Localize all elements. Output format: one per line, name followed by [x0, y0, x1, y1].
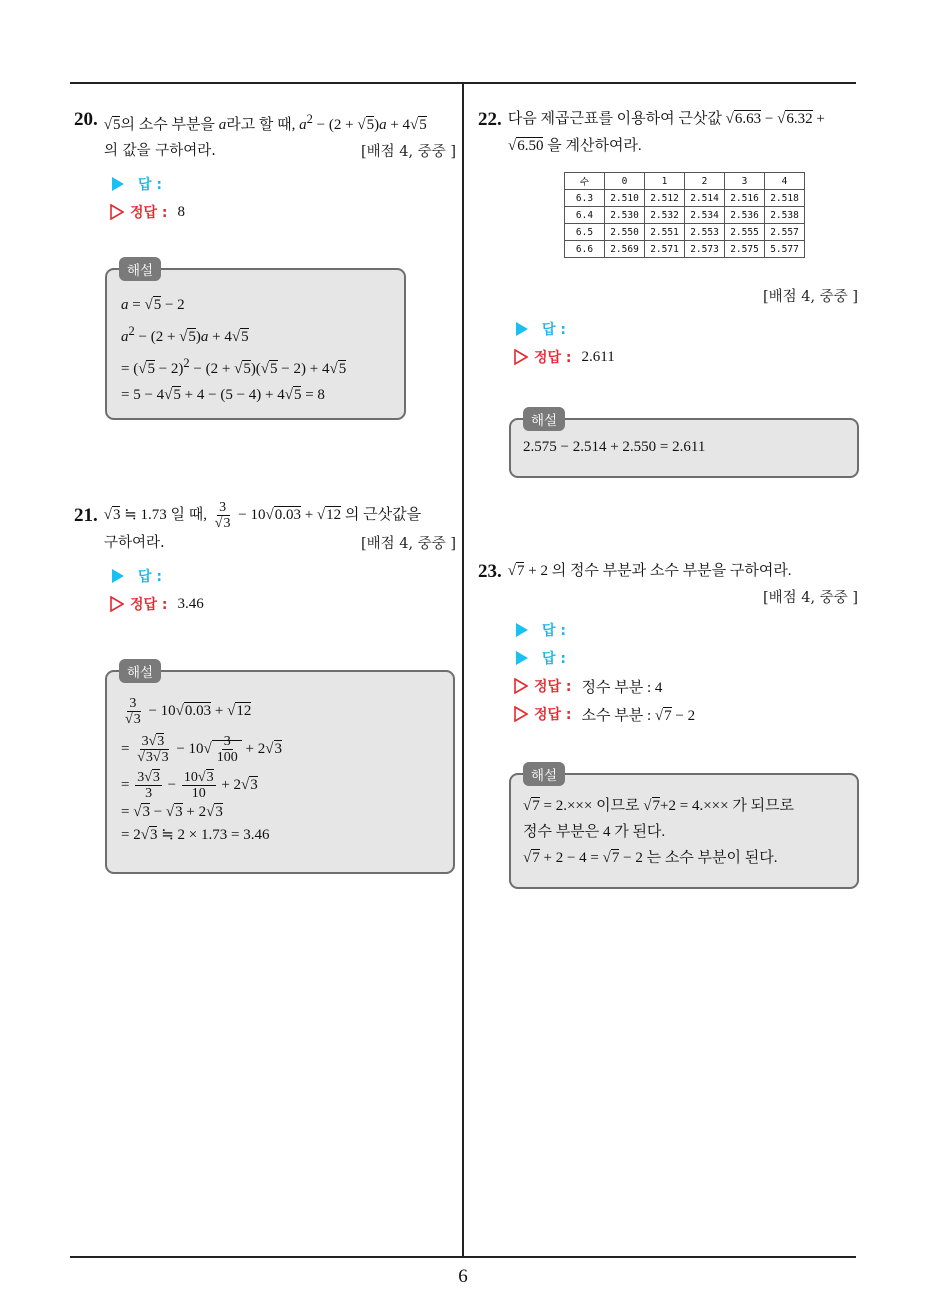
table-cell: 6.5	[565, 224, 605, 241]
answer-label: 답 :	[138, 177, 162, 193]
question-number: 22.	[478, 109, 502, 130]
solution-box-20: 해설 a = √5 − 2 $a^2 - (2 + √5)a + 4√5$ = $(√5 - 2)^2 - (2 + √5)(√5 - 2) + 4√5$ = 5 − 4√5 + 4 − (5 − 4) + 4√5 = 8	[105, 268, 406, 420]
solution-tag: 해설	[119, 257, 161, 281]
solution-box-22	[509, 413, 859, 478]
correct-label: 정답 :	[534, 679, 572, 695]
solution-box-21: 해설 $\frac{3}{√3}$ − 10√0.03 + √12 = $\frac{3√3}{√3√3}$ − 10√ $\frac{3}{100}$ + 2√3 = $\frac{3√3}{3}$ − $\frac{10√3}{10}$ + 2√3 = √3 − √3 + 2√3 = 2√3 ≒ 2 × 1.73 = 3.46	[105, 670, 455, 874]
question-number: 20.	[74, 109, 98, 130]
answer-label: 답 :	[542, 322, 566, 338]
table-cell: 1	[645, 173, 685, 190]
score-label: [배점 4, 중중 ]	[762, 289, 858, 305]
table-cell: 6.4	[565, 207, 605, 224]
page-number: 6	[458, 1266, 468, 1287]
outline-triangle-icon	[110, 596, 124, 612]
table-cell: 2.573	[685, 241, 725, 258]
table-cell: 2.534	[685, 207, 725, 224]
square-root-table	[564, 172, 805, 258]
correct-answer-row-2	[510, 700, 858, 728]
correct-value: 정수 부분 : 4	[581, 679, 663, 696]
question-21	[74, 500, 456, 618]
correct-value: 3.46	[177, 595, 204, 612]
table-cell: 6.3	[565, 190, 605, 207]
solution-text: 2.575 − 2.514 + 2.550 = 2.611	[523, 439, 706, 455]
table-cell: 2.575	[725, 241, 765, 258]
solution-tag: 해설	[523, 762, 565, 786]
question-text-line2: 구하여라.	[104, 535, 165, 551]
question-20	[74, 106, 456, 226]
answer-row[interactable]	[106, 562, 456, 590]
table-cell: 2.536	[725, 207, 765, 224]
table-cell: 수	[565, 173, 605, 190]
table-cell: 3	[725, 173, 765, 190]
question-text: 다음 제곱근표를 이용하여 근삿값 √6.63 − √6.32 +	[507, 111, 825, 127]
question-text: √5의 소수 부분을 a라고 할 때, $a^2 - (2 + √5)a + 4√5$	[103, 112, 427, 133]
correct-answer-row	[510, 343, 858, 371]
question-text: √3 ≒ 1.73 일 때, $\frac{3}{√3}$ − 10√0.03 + √12 의 근삿값을	[103, 500, 422, 531]
question-22-answers	[478, 284, 858, 371]
play-icon	[516, 322, 528, 336]
table-cell: 2.512	[645, 190, 685, 207]
score-label: [배점 4, 중중 ]	[360, 144, 456, 160]
table-cell: 2.530	[605, 207, 645, 224]
outline-triangle-icon	[514, 349, 528, 365]
outline-triangle-icon	[110, 204, 124, 220]
table-cell: 2.516	[725, 190, 765, 207]
table-cell: 2.538	[765, 207, 805, 224]
correct-answer-row-1	[510, 672, 858, 700]
correct-label: 정답 :	[534, 350, 572, 366]
table-cell: 2	[685, 173, 725, 190]
correct-value: 2.611	[581, 348, 615, 365]
table-cell: 2.551	[645, 224, 685, 241]
answer-row[interactable]	[510, 315, 858, 343]
answer-label: 답 :	[138, 569, 162, 585]
play-icon	[112, 177, 124, 191]
play-icon	[516, 623, 528, 637]
answer-label: 답 :	[542, 651, 566, 667]
outline-triangle-icon	[514, 678, 528, 694]
table-cell: 4	[765, 173, 805, 190]
table-header-row	[565, 173, 805, 190]
table-cell: 2.571	[645, 241, 685, 258]
question-22	[478, 106, 858, 160]
table-cell: 2.557	[765, 224, 805, 241]
table-row	[565, 207, 805, 224]
table-cell: 2.532	[645, 207, 685, 224]
correct-label: 정답 :	[130, 597, 168, 613]
table-cell: 0	[605, 173, 645, 190]
correct-label: 정답 :	[534, 707, 572, 723]
correct-value: 8	[177, 203, 186, 220]
answer-label: 답 :	[542, 623, 566, 639]
center-divider	[462, 82, 464, 1257]
table-cell: 2.518	[765, 190, 805, 207]
table-cell: 2.553	[685, 224, 725, 241]
table-row	[565, 190, 805, 207]
score-label: [배점 4, 중중 ]	[762, 590, 858, 606]
correct-label: 정답 :	[130, 205, 168, 221]
score-label: [배점 4, 중중 ]	[360, 536, 456, 552]
question-text-line2: 의 값을 구하여라.	[104, 143, 216, 159]
bottom-rule	[70, 1256, 856, 1258]
table-cell: 2.555	[725, 224, 765, 241]
table-row	[565, 224, 805, 241]
question-text: √7 + 2 의 정수 부분과 소수 부분을 구하여라.	[507, 563, 792, 579]
correct-answer-row	[106, 590, 456, 618]
table-cell: 2.510	[605, 190, 645, 207]
table-cell: 6.6	[565, 241, 605, 258]
table-cell: 5.577	[765, 241, 805, 258]
answer-row[interactable]	[106, 170, 456, 198]
play-icon	[516, 651, 528, 665]
solution-tag: 해설	[119, 659, 161, 683]
table-row	[565, 241, 805, 258]
outline-triangle-icon	[514, 706, 528, 722]
solution-tag: 해설	[523, 407, 565, 431]
question-text-line2: √6.50 을 계산하여라.	[508, 138, 642, 154]
question-23	[478, 558, 858, 728]
answer-row-2[interactable]	[510, 644, 858, 672]
question-number: 23.	[478, 561, 502, 582]
play-icon	[112, 569, 124, 583]
question-number: 21.	[74, 505, 98, 526]
correct-answer-row	[106, 198, 456, 226]
correct-value: 소수 부분 : √7 − 2	[581, 707, 696, 724]
solution-box-23: 해설 √7 = 2.××× 이므로 √7+2 = 4.××× 가 되므로 정수 부분은 4 가 된다. √7 + 2 − 4 = √7 − 2 는 소수 부분이 된다.	[509, 773, 859, 889]
table-cell: 2.514	[685, 190, 725, 207]
answer-row-1[interactable]	[510, 616, 858, 644]
table-cell: 2.569	[605, 241, 645, 258]
table-cell: 2.550	[605, 224, 645, 241]
